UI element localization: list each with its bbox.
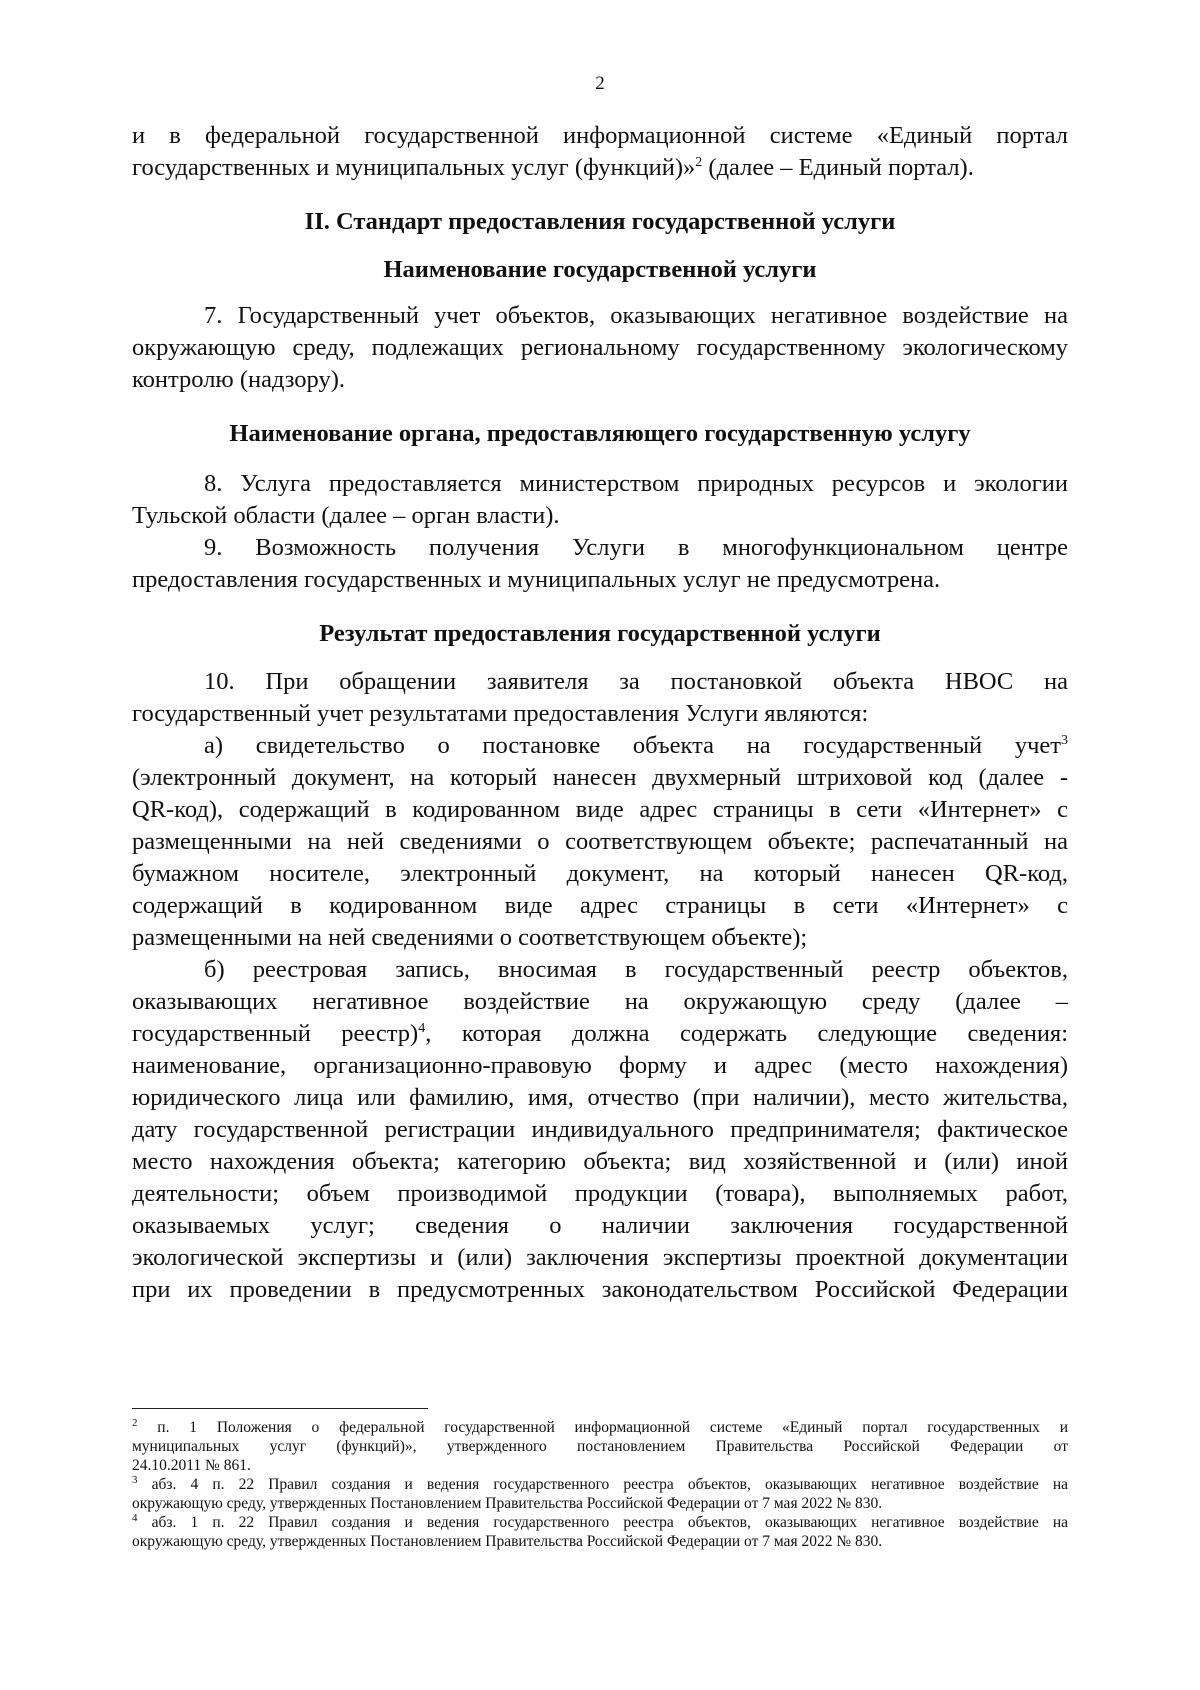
- item-9-line-2: предоставления государственных и муниципальных услуг не предусмотрена.: [132, 566, 941, 593]
- item-a-line-5: бумажном носителе, электронный документ, на который нанесен QR-код,: [132, 860, 1068, 887]
- item-b-line-1: б) реестровая запись, вносимая в государственный реестр объектов,: [204, 956, 1068, 983]
- intro-text-tail: (далее – Единый портал).: [702, 154, 974, 181]
- item-8-line-1: 8. Услуга предоставляется министерством природных ресурсов и экологии: [204, 470, 1068, 497]
- footnotes: [132, 1418, 1068, 1551]
- footnote-2-text: п. 1 Положения о федеральной государственной информационной системе «Единый портал государственных и: [137, 1419, 1068, 1436]
- footnote-ref-2: 2: [695, 154, 703, 170]
- item-7-line-2: окружающую среду, подлежащих региональному государственному экологическому: [132, 334, 1068, 361]
- footnote-3-marker: 3: [132, 1473, 138, 1486]
- item-10-line-1: 10. При обращении заявителя за постановкой объекта НВОС на: [204, 668, 1068, 695]
- footnote-2-line-1: [132, 1418, 1068, 1437]
- item-9-line-1: 9. Возможность получения Услуги в многофункциональном центре: [204, 534, 1068, 561]
- heading-service-name: Наименование государственной услуги: [383, 256, 817, 283]
- footnote-2-marker: 2: [132, 1416, 138, 1429]
- footnote-ref-4: 4: [418, 1020, 426, 1036]
- item-a-line-7: размещенными на ней сведениями о соответствующем объекте);: [132, 924, 808, 951]
- footnote-4-line-2: окружающую среду, утвержденных Постановлением Правительства Российской Федерации от 7 мая 2022 № 830.: [132, 1533, 883, 1550]
- item-b-line-8: деятельности; объем производимой продукции (товара), выполняемых работ,: [132, 1180, 1068, 1207]
- item-b-text-tail: , которая должна содержать следующие сведения:: [425, 1020, 1069, 1047]
- footnote-2-line-2: муниципальных услуг (функций)», утвержденного постановлением Правительства Российской Федерации от: [132, 1438, 1068, 1455]
- footnote-4-marker: 4: [132, 1511, 138, 1524]
- footnote-4-text: абз. 1 п. 22 Правил создания и ведения государственного реестра объектов, оказывающих негативное воздействие на: [137, 1514, 1068, 1531]
- footnote-2-line-3: 24.10.2011 № 861.: [132, 1457, 251, 1474]
- item-a-line-1: [132, 730, 1068, 762]
- item-b-line-2: оказывающих негативное воздействие на окружающую среду (далее –: [132, 988, 1068, 1015]
- intro-line-1: и в федеральной государственной информационной системе «Единый портал: [132, 122, 1068, 149]
- item-8-line-2: Тульской области (далее – орган власти).: [132, 502, 560, 529]
- document-body: [132, 120, 1068, 1306]
- item-a-line-3: QR-код), содержащий в кодированном виде адрес страницы в сети «Интернет» с: [132, 796, 1068, 823]
- item-b-line-9: оказываемых услуг; сведения о наличии заключения государственной: [132, 1212, 1068, 1239]
- heading-result: Результат предоставления государственной услуги: [319, 620, 881, 647]
- item-b-line-11: при их проведении в предусмотренных законодательством Российской Федерации: [132, 1276, 1068, 1303]
- item-10-line-2: государственный учет результатами предоставления Услуги являются:: [132, 700, 869, 727]
- item-b-line-4: наименование, организационно-правовую форму и адрес (место нахождения): [132, 1052, 1068, 1079]
- section-title: II. Стандарт предоставления государственной услуги: [304, 208, 896, 235]
- item-b-line-6: дату государственной регистрации индивидуального предпринимателя; фактическое: [132, 1116, 1068, 1143]
- item-a-line-4: размещенными на ней сведениями о соответствующем объекте; распечатанный на: [132, 828, 1068, 855]
- footnote-3-line-2: окружающую среду, утвержденных Постановлением Правительства Российской Федерации от 7 мая 2022 № 830.: [132, 1495, 883, 1512]
- item-b-text: государственный реестр): [132, 1020, 419, 1047]
- intro-line-2: [132, 152, 1068, 184]
- footnote-3-line-1: [132, 1475, 1068, 1494]
- item-7-line-3: контролю (надзору).: [132, 366, 346, 393]
- footnote-3-text: абз. 4 п. 22 Правил создания и ведения государственного реестра объектов, оказывающих негативное воздействие на: [137, 1476, 1068, 1493]
- heading-authority: Наименование органа, предоставляющего государственную услугу: [229, 420, 971, 447]
- item-a-line-6: содержащий в кодированном виде адрес страницы в сети «Интернет» с: [132, 892, 1068, 919]
- item-a-text: а) свидетельство о постановке объекта на государственный учет: [204, 732, 1061, 759]
- item-b-line-3: [132, 1018, 1068, 1050]
- page-number: 2: [595, 73, 605, 94]
- intro-text: государственных и муниципальных услуг (функций)»: [132, 154, 696, 181]
- footnote-separator: [132, 1408, 428, 1409]
- footnote-4-line-1: [132, 1513, 1068, 1532]
- item-7-line-1: 7. Государственный учет объектов, оказывающих негативное воздействие на: [204, 302, 1068, 329]
- item-b-line-7: место нахождения объекта; категорию объекта; вид хозяйственной и (или) иной: [132, 1148, 1068, 1175]
- item-b-line-5: юридического лица или фамилию, имя, отчество (при наличии), место жительства,: [132, 1084, 1068, 1111]
- item-b-line-10: экологической экспертизы и (или) заключения экспертизы проектной документации: [132, 1244, 1068, 1271]
- item-a-line-2: (электронный документ, на который нанесен двухмерный штриховой код (далее -: [132, 764, 1068, 791]
- footnote-ref-3: 3: [1061, 732, 1068, 748]
